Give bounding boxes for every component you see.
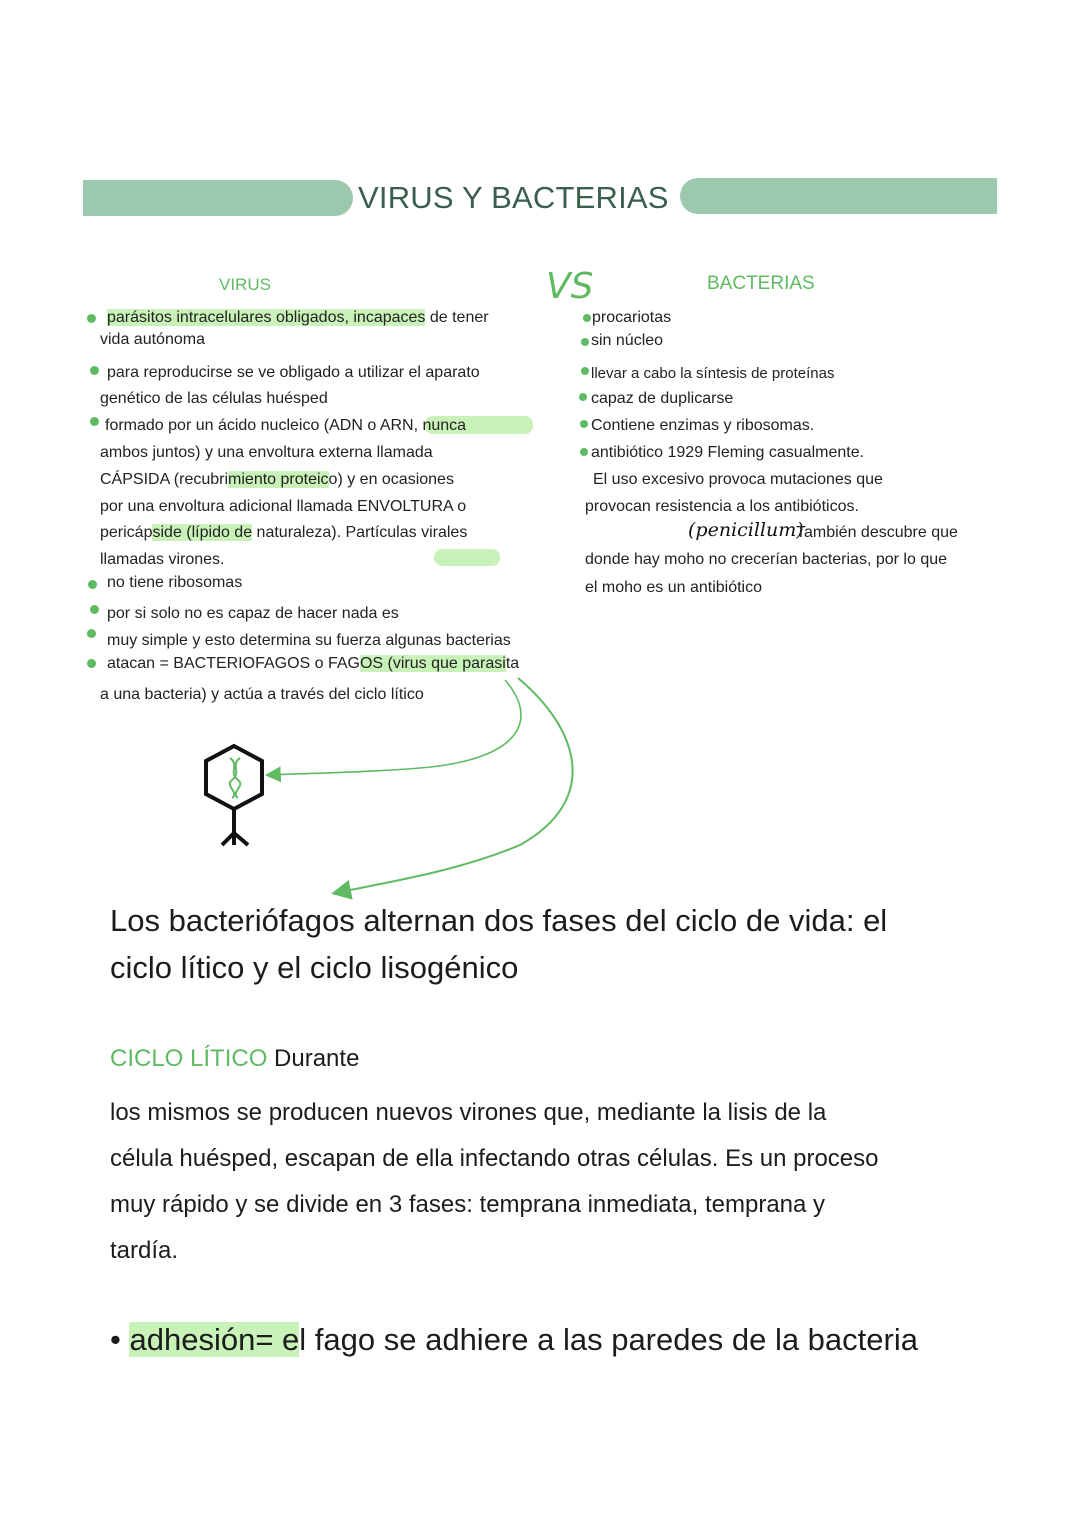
paragraph-line-2: célula huésped, escapan de ella infectando otras células. Es un proceso [110, 1145, 879, 1172]
virus-line-8: por una envoltura adicional llamada ENVOLTURA o [100, 498, 467, 515]
virus-line-13: muy simple y esto determina su fuerza algunas bacterias [107, 632, 511, 649]
bacteria-line-6: antibiótico 1929 Fleming casualmente. [591, 444, 865, 461]
main-heading-line-2: ciclo lítico y el ciclo lisogénico [110, 950, 519, 985]
bacteria-line-5: Contiene enzimas y ribosomas. [591, 417, 815, 434]
arrow-to-text [335, 678, 573, 893]
virus-line-14: atacan = BACTERIOFAGOS o FAGOS (virus que parasita [107, 655, 520, 672]
virus-line-5: formado por un ácido nucleico (ADN o ARN, nunca [105, 417, 467, 434]
vs-label: VS [546, 266, 594, 307]
bacteria-line-10: donde hay moho no crecerían bacterias, por lo que [585, 551, 948, 568]
bacteria-line-1: procariotas [592, 309, 672, 326]
virus-line-6: ambos juntos) y una envoltura externa llamada [100, 444, 433, 461]
bacteriophage-icon [206, 746, 262, 845]
virus-heading: VIRUS [219, 275, 271, 294]
paragraph-line-4: tardía. [110, 1237, 179, 1264]
ciclo-litico-heading: CICLO LÍTICO Durante [110, 1045, 360, 1072]
bacteria-line-8: provocan resistencia a los antibióticos. [585, 498, 859, 515]
paragraph-line-1: los mismos se producen nuevos virones que, mediante la lisis de la [110, 1099, 827, 1126]
page-title: VIRUS Y BACTERIAS [358, 180, 669, 215]
virus-line-11: no tiene ribosomas [107, 574, 243, 591]
virus-line-4: genético de las células huésped [100, 390, 328, 407]
bullet-adhesion: • adhesión= el fago se adhiere a las paredes de la bacteria [110, 1322, 918, 1357]
bacteria-line-11: el moho es un antibiótico [585, 579, 762, 596]
virus-line-3: para reproducirse se ve obligado a utilizar el aparato [107, 364, 480, 381]
virus-line-10: llamadas virones. [100, 551, 225, 568]
paragraph-line-3: muy rápido y se divide en 3 fases: temprana inmediata, temprana y [110, 1191, 826, 1218]
bacteria-line-2: sin núcleo [591, 332, 664, 349]
main-heading-line-1: Los bacteriófagos alternan dos fases del ciclo de vida: el [110, 903, 888, 938]
virus-line-2: vida autónoma [100, 331, 205, 348]
bacteria-heading: BACTERIAS [707, 273, 815, 294]
virus-line-9: pericápside (lípido de naturaleza). Partículas virales [100, 524, 468, 541]
virus-line-12: por si solo no es capaz de hacer nada es [107, 605, 399, 622]
virus-line-7: CÁPSIDA (recubrimiento proteico) y en ocasiones [100, 471, 454, 488]
virus-line-1: parásitos intracelulares obligados, incapaces de tener [107, 309, 489, 326]
bacteria-line-3: llevar a cabo la síntesis de proteínas [591, 365, 835, 382]
bacteria-line-7: El uso excesivo provoca mutaciones que [593, 471, 883, 488]
virus-line-15: a una bacteria) y actúa a través del ciclo lítico [100, 686, 424, 703]
bacteria-line-9: También descubre que [796, 524, 958, 541]
bacteria-line-4: capaz de duplicarse [591, 390, 734, 407]
handwritten-penicillum: (penicillum) [688, 519, 804, 541]
arrow-to-phage [268, 680, 521, 775]
